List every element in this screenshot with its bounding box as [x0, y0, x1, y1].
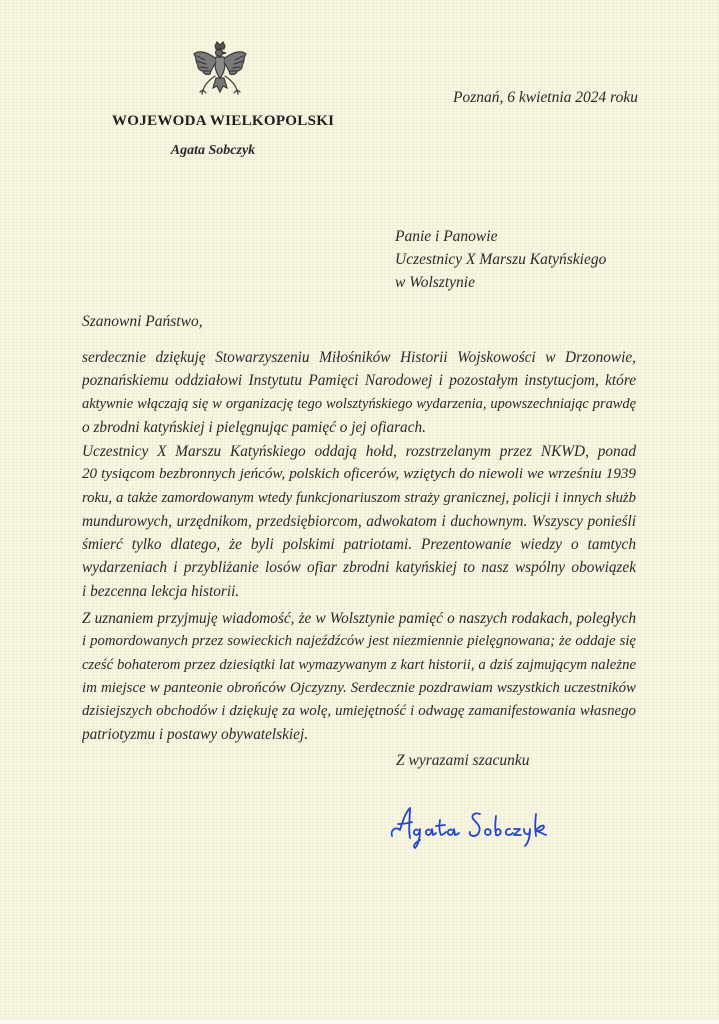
- text-line: o zbrodni katyńskiej i pielęgnując pamięć o jej ofiarach.: [82, 418, 426, 436]
- text-line: im miejsce w panteonie obrońców Ojczyzny. Serdecznie pozdrawiam wszystkich uczestników: [82, 679, 636, 696]
- handwritten-signature: [388, 800, 548, 852]
- office-holder-name: Agata Sobczyk: [170, 143, 256, 158]
- salutation: Szanowni Państwo,: [82, 313, 203, 330]
- text-line: wydarzeniach i przybliżanie losów ofiar zbrodni katyńskiej to nasz wspólny obowiązek: [82, 559, 636, 577]
- text-line: i pomordowanych przez sowieckich najeźdźców jest niezmiennie pielęgnowana; że oddaje się: [82, 633, 636, 650]
- date-place: Poznań, 6 kwietnia 2024 roku: [453, 89, 638, 106]
- text-line: roku, a także zamordowanym wtedy funkcjonariuszom straży granicznej, policji i innych służb: [82, 489, 636, 506]
- text-line: mundurowych, urzędnikom, przedsiębiorcom, adwokatom i duchownym. Wszyscy ponieśli: [82, 512, 636, 530]
- letterhead: [100, 40, 340, 102]
- text-line: serdecznie dziękuję Stowarzyszeniu Miłośników Historii Wojskowości w Drzonowie,: [82, 349, 636, 366]
- recipient-line: Panie i Panowie: [395, 228, 498, 245]
- recipient-line: Uczestnicy X Marszu Katyńskiego: [395, 251, 607, 268]
- office-title: WOJEWODA WIELKOPOLSKI: [112, 113, 335, 129]
- text-line: aktywnie włączają się w organizację tego wolsztyńskiego wydarzenia, upowszechniając prawdę: [82, 395, 636, 412]
- text-line: śmierć tylko dlatego, że byli polskimi patriotami. Prezentowanie wiedzy o tamtych: [82, 536, 636, 554]
- text-line: i bezcenna lekcja historii.: [82, 582, 240, 600]
- body-paragraph-1: [82, 346, 636, 439]
- paper-edge: [0, 1020, 719, 1024]
- eagle-emblem-icon: [191, 40, 249, 102]
- text-line: dzisiejszych obchodów i dziękuję za wolę, umiejętność i odwagę zamanifestowania własnego: [82, 703, 636, 720]
- text-line: patriotyzmu i postawy obywatelskiej.: [82, 726, 309, 744]
- body-paragraph-3: [82, 607, 636, 747]
- recipient-line: w Wolsztynie: [395, 274, 475, 291]
- text-line: cześć bohaterom przez dziesiątki lat wymazywanym z kart historii, a dziś zajmującym należne: [82, 656, 636, 673]
- text-line: Uczestnicy X Marszu Katyńskiego oddają hołd, rozstrzelanym przez NKWD, ponad: [82, 443, 636, 460]
- text-line: poznańskiemu oddziałowi Instytutu Pamięci Narodowej i pozostałym instytucjom, które: [82, 372, 636, 390]
- closing-phrase: Z wyrazami szacunku: [396, 752, 530, 769]
- body-paragraph-2: [82, 440, 636, 603]
- text-line: Z uznaniem przyjmuję wiadomość, że w Wolsztynie pamięć o naszych rodakach, poległych: [82, 610, 636, 627]
- recipient-block: [395, 225, 606, 294]
- text-line: 20 tysiącom bezbronnych jeńców, polskich oficerów, wziętych do niewoli we wrześniu 1939: [82, 466, 636, 483]
